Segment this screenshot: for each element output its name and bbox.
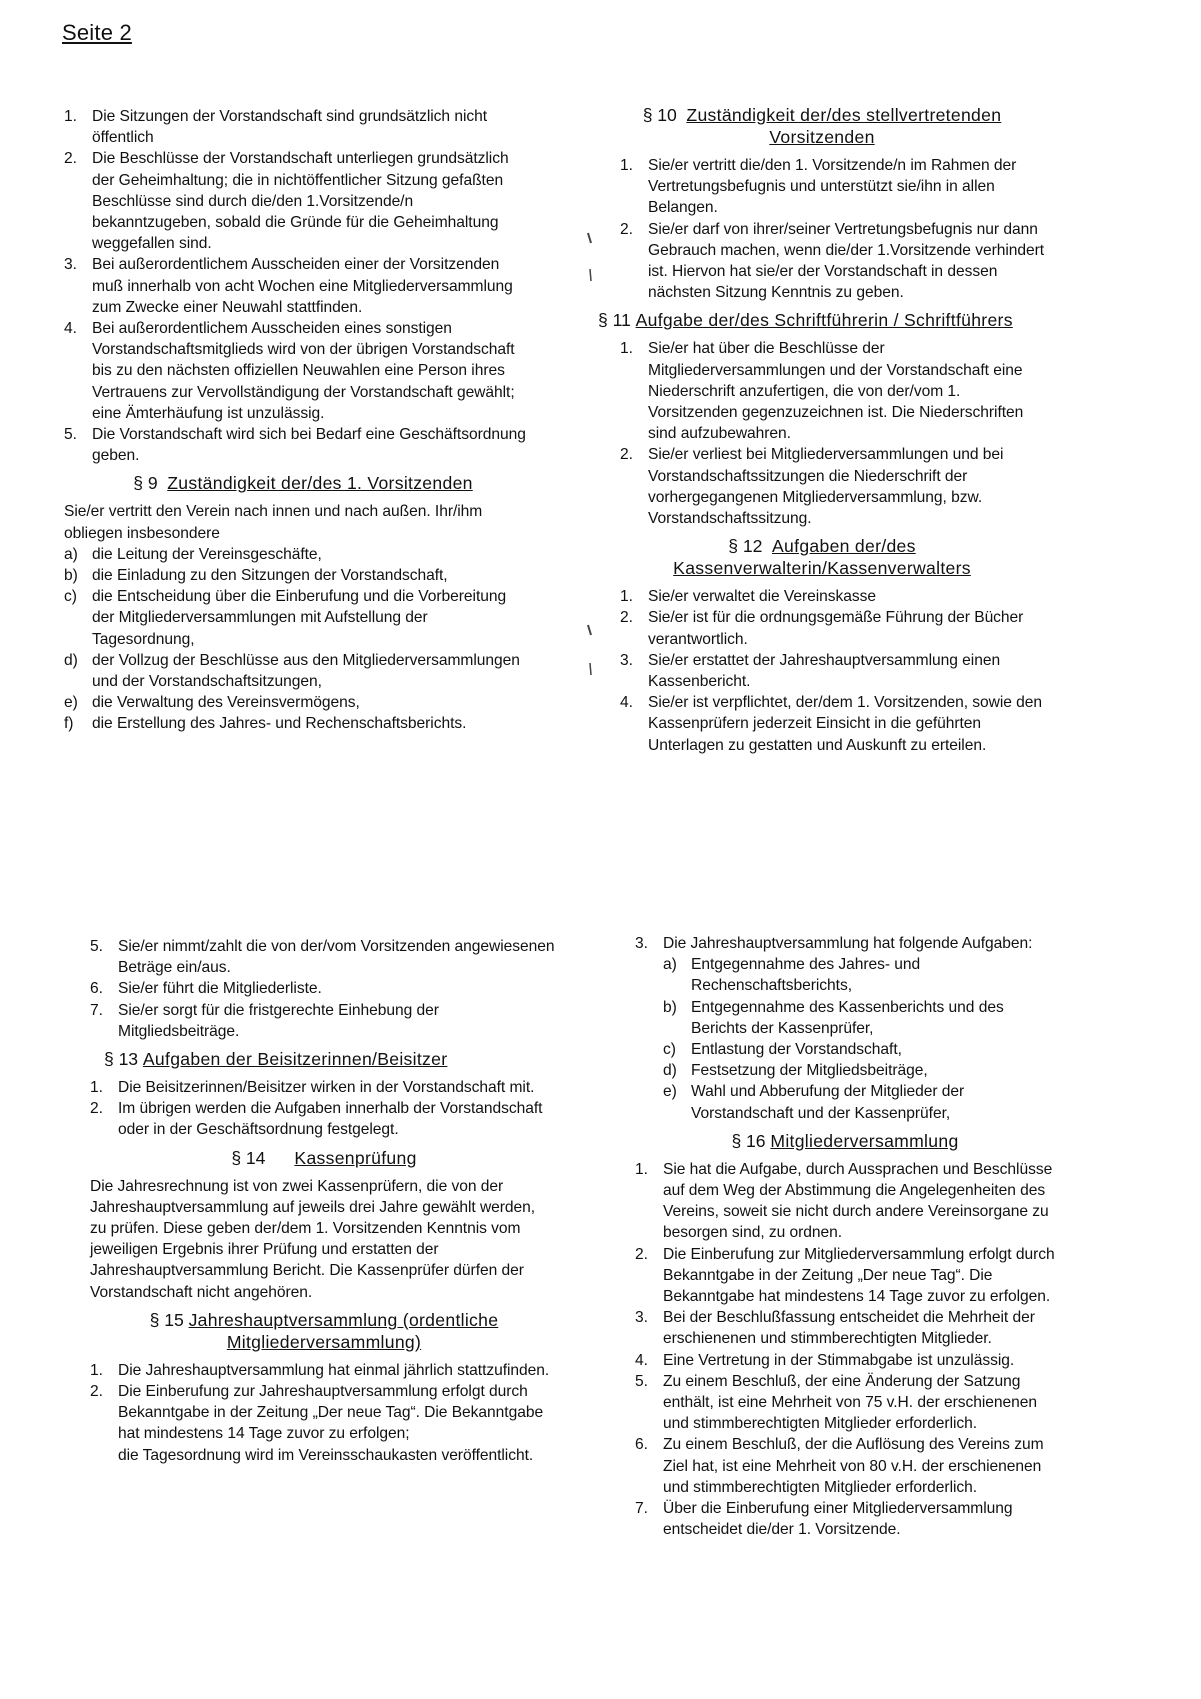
list-item: 3. Sie/er erstattet der Jahreshauptversammlung einen Kassenbericht. — [620, 651, 1001, 691]
list-item: 2. Die Beschlüsse der Vorstandschaft unterliegen grundsätzlich der Geheimhaltung; die in nichtöffentlicher Sitzung gefaßten Beschlüsse sind durch die/den 1.Vorsitzende/n bekanntzugeben, sobald die Gründe für die Geheimhaltung weggefallen sind. — [64, 150, 509, 253]
list-item: 2. Sie/er ist für die ordnungsgemäße Führung der Bücher verantwortlich. — [620, 609, 1024, 648]
section-11-list — [598, 338, 1046, 529]
list-item: e) Wahl und Abberufung der Mitglieder der Vorstandschaft und der Kassenprüfer, — [663, 1083, 965, 1122]
bottom-right-column — [635, 933, 1055, 1540]
bottom-left-column — [90, 936, 558, 1466]
section-12-heading: § 12 Aufgaben der/des Kassenverwalterin/Kassenverwalters — [673, 536, 971, 579]
list-item: 5. Zu einem Beschluß, der eine Änderung der Satzung enthält, ist eine Mehrheit von 75 v.H. der erschienenen und stimmberechtigten Mitglieder erforderlich. — [635, 1372, 1038, 1433]
list-item: 2. Sie/er verliest bei Mitgliederversammlungen und bei Vorstandschaftssitzungen die Niederschrift der vorhergegangenen Mitgliederversammlung, bzw. Vorstandschaftssitzung. — [620, 446, 1004, 528]
list-item: 5. Die Vorstandschaft wird sich bei Bedarf eine Geschäftsordnung geben. — [64, 426, 526, 465]
list-item: 4. Eine Vertretung in der Stimmabgabe ist unzulässig. — [635, 1351, 1015, 1369]
list-item: 6. Sie/er führt die Mitgliederliste. — [90, 980, 322, 998]
scan-marks — [578, 225, 608, 945]
board-meetings-list — [64, 106, 532, 466]
section-14-heading: § 14 Kassenprüfung — [231, 1147, 417, 1168]
list-item: 6. Zu einem Beschluß, der die Auflösung des Vereins zum Ziel hat, ist eine Mehrheit von 80 v.H. der erschienenen und stimmberechtigten Mitglieder erforderlich. — [635, 1436, 1044, 1496]
list-item: 1. Die Sitzungen der Vorstandschaft sind grundsätzlich nicht öffentlich — [64, 108, 488, 147]
section-10-heading: § 10 Zuständigkeit der/des stellvertretenden Vorsitzenden — [642, 105, 1002, 147]
section-13-heading: § 13 Aufgaben der Beisitzerinnen/Beisitzer — [104, 1049, 448, 1070]
section-9-heading: § 9 Zuständigkeit der/des 1. Vorsitzenden — [133, 473, 473, 494]
list-item: c) Entlastung der Vorstandschaft, — [663, 1041, 902, 1059]
section-16-heading: § 16 Mitgliederversammlung — [731, 1130, 959, 1151]
section-12-list — [598, 586, 1046, 756]
list-item: c) die Entscheidung über die Einberufung und die Vorbereitung der Mitgliederversammlungen mit Aufstellung der Tagesordnung, — [64, 588, 507, 648]
list-item: 1. Sie/er verwaltet die Vereinskasse — [620, 588, 877, 606]
list-item: 7. Über die Einberufung einer Mitgliederversammlung entscheidet die/der 1. Vorsitzende. — [635, 1500, 1013, 1539]
list-item: 3. Bei der Beschlußfassung entscheidet die Mehrheit der erschienenen und stimmberechtigten Mitglieder. — [635, 1309, 1035, 1348]
list-item: b) die Einladung zu den Sitzungen der Vorstandschaft, — [64, 567, 448, 585]
list-item: 4. Bei außerordentlichem Ausscheiden eines sonstigen Vorstandschaftsmitglieds wird von der übrigen Vorstandschaft bis zu den nächsten offiziellen Neuwahlen eine Person ihres Vertrauens zur Vervollständigung der Vorstandschaft gewählt; eine Ämterhäufung ist unzulässig. — [64, 320, 515, 422]
section-9-list — [64, 544, 532, 735]
list-item: 1. Sie/er hat über die Beschlüsse der Mitgliederversammlungen und der Vorstandschaft eine Niederschrift anzufertigen, die von der/vom 1. Vorsitzenden gegenzuzeichnen ist. Die Niederschriften sind aufzubewahren. — [620, 340, 1024, 443]
section-15-continued-list — [635, 933, 1055, 1124]
section-13-list — [90, 1077, 558, 1141]
list-item: 3. Die Jahreshauptversammlung hat folgende Aufgaben: a) Entgegennahme des Jahres- und Rechenschaftsberichts, b) Entgegennahme des Kassenberichts und des Berichts der Kassenprüfer, c) Entlastung der Vorstandschaft, d) Festsetzung der Mitgliedsbeiträge, e) Wahl und Abberufung der Mitglieder der Vorstandschaft und der Kassenprüfer, — [635, 933, 1055, 1124]
section-9-intro: Sie/er vertritt den Verein nach innen und nach außen. Ihr/ihm obliegen insbesondere — [64, 503, 483, 542]
top-right-column — [598, 104, 1046, 756]
list-item: 5. Sie/er nimmt/zahlt die von der/vom Vorsitzenden angewiesenen Beträge ein/aus. — [90, 938, 555, 977]
list-item: d) Festsetzung der Mitgliedsbeiträge, — [663, 1062, 928, 1080]
list-item: b) Entgegennahme des Kassenberichts und des Berichts der Kassenprüfer, — [663, 998, 1004, 1037]
section-15-heading: § 15 Jahreshauptversammlung (ordentliche Mitgliederversammlung) — [149, 1309, 499, 1352]
list-item: 2. Die Einberufung zur Jahreshauptversammlung erfolgt durch Bekanntgabe in der Zeitung „Der neue Tag“. Die Bekanntgabe hat mindestens 14 Tage zuvor zu erfolgen; die Tagesordnung wird im Vereinsschaukasten veröffentlicht. — [90, 1383, 544, 1464]
list-item: 1. Die Jahreshauptversammlung hat einmal jährlich stattzufinden. — [90, 1361, 550, 1379]
list-item: 4. Sie/er ist verpflichtet, der/dem 1. Vorsitzenden, sowie den Kassenprüfern jederzeit Einsicht in die geführten Unterlagen zu gestatten und Auskunft zu erteilen. — [620, 694, 1043, 754]
section-12-continued-list — [90, 936, 558, 1042]
list-item: 2. Die Einberufung zur Mitgliederversammlung erfolgt durch Bekanntgabe in der Zeitung „Der neue Tag“. Die Bekanntgabe hat mindestens 14 Tage zuvor zu erfolgen. — [635, 1245, 1055, 1306]
section-16-list — [635, 1159, 1055, 1541]
list-item: 1. Sie hat die Aufgabe, durch Aussprachen und Beschlüsse auf dem Weg der Abstimmung die Angelegenheiten des Vereins, soweit sie nicht durch andere Vereinsorgane zu besorgen sind, zu ordnen. — [635, 1160, 1053, 1242]
section-15-tasks-list — [663, 954, 1055, 1124]
list-item: f) die Erstellung des Jahres- und Rechenschaftsberichts. — [64, 715, 467, 733]
list-item: 3. Bei außerordentlichem Ausscheiden einer der Vorsitzenden muß innerhalb von acht Wochen eine Mitgliederversammlung zum Zwecke einer Neuwahl stattfinden. — [64, 256, 513, 316]
page-label: Seite 2 — [62, 20, 132, 45]
top-left-column — [64, 106, 532, 735]
list-item: e) die Verwaltung des Vereinsvermögens, — [64, 694, 360, 712]
list-item: 2. Sie/er darf von ihrer/seiner Vertretungsbefugnis nur dann Gebrauch machen, wenn die/der 1.Vorsitzende verhindert ist. Hiervon hat sie/er der Vorstandschaft in dessen nächsten Sitzung Kenntnis zu geben. — [620, 220, 1045, 302]
list-item: 1. Sie/er vertritt die/den 1. Vorsitzende/n im Rahmen der Vertretungsbefugnis und unterstützt sie/ihn in allen Belangen. — [620, 157, 1017, 217]
section-14-text: Die Jahresrechnung ist von zwei Kassenprüfern, die von der Jahreshauptversammlung auf jeweils drei Jahre gewählt werden, zu prüfen. Diese geben der/dem 1. Vorsitzenden Kenntnis vom jeweiligen Ergebnis ihrer Prüfung und erstatten der Jahreshauptversammlung Bericht. Die Kassenprüfer dürfen der Vorstandschaft nicht angehören. — [90, 1177, 536, 1301]
list-item: a) Entgegennahme des Jahres- und Rechenschaftsberichts, — [663, 956, 921, 995]
section-15-list — [90, 1360, 558, 1466]
list-item: a) die Leitung der Vereinsgeschäfte, — [64, 545, 322, 563]
section-15-note: die Tagesordnung wird im Vereinsschaukasten veröffentlicht. — [118, 1446, 534, 1464]
section-11-heading: § 11 Aufgabe der/des Schriftführerin / Schriftführers — [598, 310, 1013, 331]
list-item: 7. Sie/er sorgt für die fristgerechte Einhebung der Mitgliedsbeiträge. — [90, 1001, 439, 1040]
list-item: 1. Die Beisitzerinnen/Beisitzer wirken in der Vorstandschaft mit. — [90, 1079, 535, 1097]
section-10-list — [598, 155, 1046, 303]
list-item: 2. Im übrigen werden die Aufgaben innerhalb der Vorstandschaft oder in der Geschäftsordnung festgelegt. — [90, 1100, 543, 1139]
list-item: d) der Vollzug der Beschlüsse aus den Mitgliederversammlungen und der Vorstandschaftsitzungen, — [64, 651, 520, 691]
